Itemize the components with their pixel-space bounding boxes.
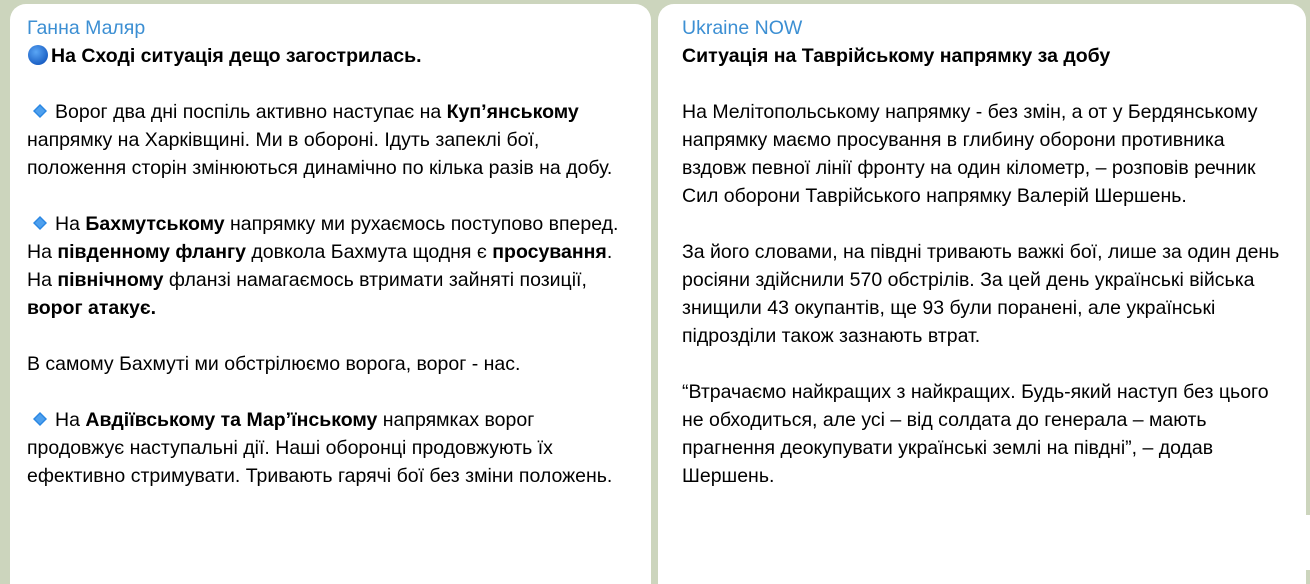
paragraph-bakhmut-city: В самому Бахмуті ми обстрілюємо ворога, ворог - нас. (27, 353, 521, 375)
sender-name[interactable]: Ukraine NOW (682, 17, 803, 39)
paragraph-quote: “Втрачаємо найкращих з найкращих. Будь-який наступ без цього не обходиться, але усі – від солдата до генерала – мають прагнення деокупувати українські землі на півдні”, – додав Шершень. (682, 381, 1269, 487)
text-span: На (55, 409, 86, 431)
text-span: На (55, 213, 86, 235)
bold-span: південному флангу (57, 241, 246, 263)
bold-span: просування (492, 241, 607, 263)
text-span: На (27, 269, 58, 291)
blue-diamond-icon (33, 104, 47, 118)
message-headline: Ситуація на Таврійському напрямку за добу (682, 45, 1111, 67)
text-span: . (606, 241, 613, 263)
message-bubble-left (10, 4, 651, 584)
bold-span: ворог атакує. (27, 297, 157, 319)
paragraph-shelling: За його словами, на півдні тривають важкі бої, лише за один день росіяни здійснили 570 обстрілів. За цей день українські війська знищили 43 окупантів, ще 93 були поранені, але українські підрозділи також зазнають втрат. (682, 241, 1280, 347)
blue-diamond-icon (33, 412, 47, 426)
headline-text: На Сході ситуація дещо загострилась. (51, 45, 422, 67)
blue-circle-icon (27, 44, 49, 66)
blue-diamond-icon (33, 216, 47, 230)
text-span: напрямках ворог продовжує наступальні дії. Наші оборонці продовжують їх ефективно стримувати. Тривають гарячі бої без зміни положень. (27, 409, 613, 487)
text-span: напрямку на Харківщині. Ми в обороні. Ідуть запеклі бої, положення сторін змінюються динамічно по кілька разів на добу. (27, 129, 613, 179)
text-span: Ворог два дні поспіль активно наступає на (55, 101, 447, 123)
paragraph-avdiivka (27, 406, 635, 490)
message-bubble-right (658, 4, 1306, 584)
bold-span: північному (57, 269, 164, 291)
bold-span: Бахмутському (85, 213, 225, 235)
sender-name[interactable]: Ганна Маляр (27, 17, 146, 39)
paragraph-kupiansk (27, 98, 635, 182)
message-headline (27, 42, 635, 70)
text-span: фланзі намагаємось втримати зайняті позиції, (163, 269, 587, 291)
text-span: напрямку ми рухаємось поступово вперед. На (27, 213, 619, 263)
paragraph-bakhmut (27, 210, 635, 322)
bold-span: Авдіївському та Мар’їнському (85, 409, 378, 431)
paragraph-melitopol: На Мелітопольському напрямку - без змін, а от у Бердянському напрямку маємо просування в глибину оборони противника вздовж певної лінії фронту на один кілометр, – розповів речник Сил оборони Таврійського напрямку Валерій Шершень. (682, 101, 1258, 207)
bold-span: Куп’янському (446, 101, 579, 123)
text-span: довкола Бахмута щодня є (245, 241, 493, 263)
